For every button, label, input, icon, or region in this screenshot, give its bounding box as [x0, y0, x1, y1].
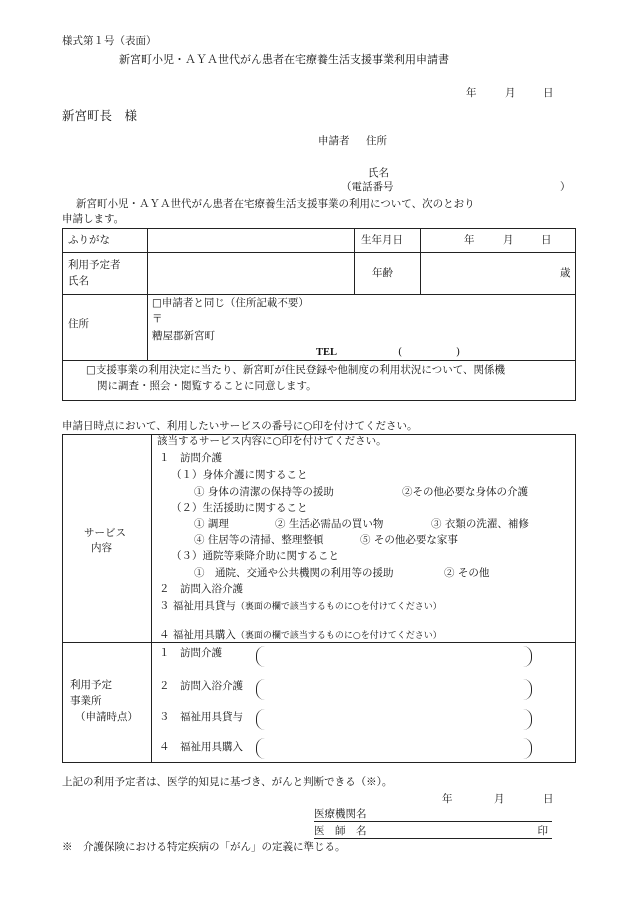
table-rule	[151, 434, 152, 763]
doctor-date-year: 年	[442, 793, 453, 805]
services-label-2: 内容	[91, 542, 112, 554]
provider-rental-field[interactable]	[256, 709, 532, 730]
provider-bathing-field[interactable]	[256, 679, 532, 700]
providers-label-3: （申請時点）	[75, 711, 138, 723]
form-number: 様式第１号（表面）	[62, 35, 157, 47]
furigana-label: ふりがな	[68, 234, 110, 246]
consent-checkbox[interactable]: □支援事業の利用決定に当たり、新宮町が住民登録や他制度の利用状況について、関係機	[86, 364, 505, 376]
form-title: 新宮町小児・ＡＹＡ世代がん患者在宅療養生活支援事業利用申請書	[119, 53, 449, 66]
provider-rental-label: ３ 福祉用具貸与	[159, 711, 243, 723]
table-rule	[147, 228, 148, 360]
header-date-day: 日	[543, 87, 554, 99]
institution-label: 医療機関名	[314, 808, 367, 820]
table-rule	[62, 294, 576, 295]
user-name-label-1: 利用予定者	[68, 259, 121, 271]
age-label: 年齢	[372, 267, 393, 279]
service-body-cleanliness[interactable]: ① 身体の清潔の保持等の援助	[194, 486, 334, 498]
tel-close: )	[456, 346, 461, 358]
services-label-1: サービス	[84, 527, 126, 539]
birthdate-month: 月	[503, 234, 514, 246]
applicant-label: 申請者	[318, 135, 350, 147]
doctor-date-day: 日	[543, 793, 554, 805]
applicant-phone-close: ）	[560, 181, 571, 193]
service-other-physical[interactable]: ②その他必要な身体の介護	[402, 486, 528, 498]
provider-home-care-label: １ 訪問介護	[159, 647, 222, 659]
service-transport-assist[interactable]: （３）通院等乗降介助に関すること	[171, 550, 339, 562]
service-equipment-purchase[interactable]	[159, 629, 442, 642]
consent-line-2: 関に調査・照会・閲覧することに同意します。	[97, 380, 317, 392]
tel-open: (	[398, 346, 403, 358]
provider-purchase-field[interactable]	[256, 738, 532, 759]
service-equipment-rental-label: ３ 福祉用具貸与	[159, 600, 236, 612]
applicant-phone-open: （電話番号	[341, 181, 394, 193]
user-name-label-2: 氏名	[68, 275, 89, 287]
doctor-date-month: 月	[494, 793, 505, 805]
service-shopping[interactable]: ② 生活必需品の買い物	[275, 518, 384, 530]
tel-label: TEL	[316, 347, 338, 358]
service-home-care[interactable]: １ 訪問介護	[159, 452, 222, 464]
table-rule	[62, 252, 576, 253]
service-laundry[interactable]: ③ 衣類の洗濯、補修	[431, 518, 529, 530]
birthdate-year: 年	[464, 234, 475, 246]
applicant-address-label: 住所	[366, 135, 387, 147]
table-rule	[62, 360, 576, 361]
table-rule	[420, 228, 421, 294]
services-instruction: 申請日時点において、利用したいサービスの番号に○印を付けてください。	[62, 420, 418, 432]
service-equipment-rental-note: （裏面の欄で該当するものに○を付けてください）	[235, 602, 442, 612]
header-date-year: 年	[466, 87, 477, 99]
provider-bathing-label: ２ 訪問入浴介護	[159, 680, 243, 692]
footnote: ※ 介護保険における特定疾病の「がん」の定義に準じる。	[62, 841, 346, 853]
providers-label-2: 事業所	[70, 695, 102, 707]
birthdate-label: 生年月日	[361, 234, 403, 246]
postal-mark: 〒	[152, 313, 163, 325]
age-unit: 歳	[560, 267, 571, 279]
intro-line-1: 新宮町小児・ＡＹＡ世代がん患者在宅療養生活支援事業の利用について、次のとおり	[76, 198, 475, 210]
table-rule	[354, 228, 355, 294]
service-equipment-purchase-label: ４ 福祉用具購入	[159, 629, 236, 641]
doctor-name-field[interactable]	[314, 825, 552, 839]
same-as-applicant-checkbox[interactable]: □申請者と同じ（住所記載不要）	[152, 297, 309, 309]
doctor-statement: 上記の利用予定者は、医学的知見に基づき、がんと判断できる（※）。	[62, 776, 393, 788]
service-hospital-visit[interactable]: ① 通院、交通や公共機関の利用等の援助	[194, 567, 394, 579]
provider-purchase-label: ４ 福祉用具購入	[159, 741, 243, 753]
addressee: 新宮町長 様	[62, 108, 138, 123]
doctor-name-label: 医 師 名	[314, 825, 367, 837]
service-cooking[interactable]: ① 調理	[194, 518, 229, 530]
service-physical-care[interactable]: （１）身体介護に関すること	[171, 469, 308, 481]
service-equipment-purchase-note: （裏面の欄で該当するものに○を付けてください）	[235, 631, 442, 641]
providers-label-1: 利用予定	[70, 679, 112, 691]
service-equipment-rental[interactable]	[159, 600, 442, 613]
service-cleaning[interactable]: ④ 住居等の清掃、整理整頓	[194, 534, 324, 546]
service-transport-other[interactable]: ② その他	[444, 567, 490, 579]
service-bathing[interactable]: ２ 訪問入浴介護	[159, 583, 243, 595]
user-address-label: 住所	[68, 318, 89, 330]
services-header: 該当するサービス内容に○印を付けてください。	[157, 435, 387, 447]
provider-home-care-field[interactable]	[256, 646, 532, 667]
applicant-name-label: 氏名	[368, 167, 389, 179]
birthdate-day: 日	[541, 234, 552, 246]
service-life-support[interactable]: （２）生活援助に関すること	[171, 502, 308, 514]
seal-mark: 印	[537, 825, 548, 837]
header-date-month: 月	[505, 87, 516, 99]
institution-field[interactable]	[314, 808, 552, 822]
service-other-housework[interactable]: ⑤ その他必要な家事	[360, 534, 458, 546]
town-name: 糟屋郡新宮町	[152, 330, 215, 342]
intro-line-2: 申請します。	[62, 213, 125, 225]
